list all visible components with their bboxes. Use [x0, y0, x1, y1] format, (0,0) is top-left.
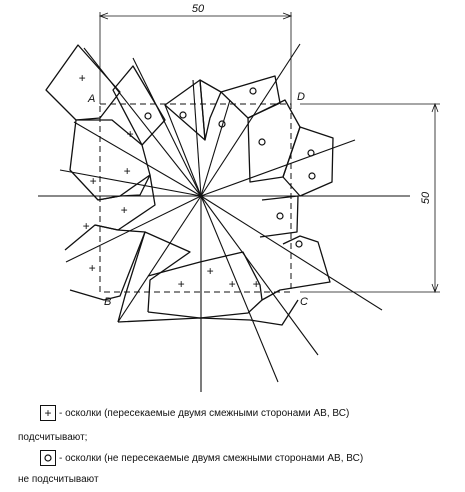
circle-marker	[308, 150, 314, 156]
plus-marker: +	[82, 219, 90, 233]
circle-marker	[277, 213, 283, 219]
dimension-right-label: 50	[420, 191, 432, 205]
corner-a-label: A	[88, 93, 96, 105]
plus-marker: +	[88, 261, 96, 275]
legend-not-counted	[40, 450, 363, 466]
circle-marker	[250, 88, 256, 94]
circle-marker	[296, 241, 302, 247]
circle-icon	[43, 453, 53, 463]
plus-marker: +	[89, 174, 97, 188]
dimension-top-label: 50	[191, 3, 205, 15]
legend-not-counted-text: - осколки (не пересекаемые двумя смежными сторонами АВ, ВС)	[59, 452, 364, 464]
circle-marker	[145, 113, 151, 119]
circle-marker	[259, 139, 265, 145]
plus-marker: +	[206, 264, 214, 278]
corner-d-label: D	[297, 91, 305, 103]
plus-icon: +	[44, 406, 52, 420]
circle-marker	[180, 112, 186, 118]
plus-marker: +	[252, 277, 260, 291]
dimension-right	[300, 104, 440, 292]
plus-marker: +	[120, 203, 128, 217]
legend-counted	[40, 405, 349, 421]
plus-marker: +	[126, 127, 134, 141]
plus-marker: +	[228, 277, 236, 291]
plus-marker: +	[177, 277, 185, 291]
corner-c-label: C	[300, 296, 308, 308]
plus-box-icon	[40, 405, 56, 421]
plus-marker: +	[78, 71, 86, 85]
circle-markers	[145, 88, 315, 247]
legend-counted-text: - осколки (пересекаемые двумя смежными сторонами АВ, ВС)	[59, 407, 350, 419]
circle-marker	[309, 173, 315, 179]
legend-not-counted-note: не подсчитывают	[18, 474, 99, 485]
legend-counted-note: подсчитывают;	[18, 432, 88, 443]
corner-b-label: B	[104, 296, 112, 308]
dimension-top	[100, 12, 291, 104]
circle-box-icon	[40, 450, 56, 466]
plus-marker: +	[123, 164, 131, 178]
